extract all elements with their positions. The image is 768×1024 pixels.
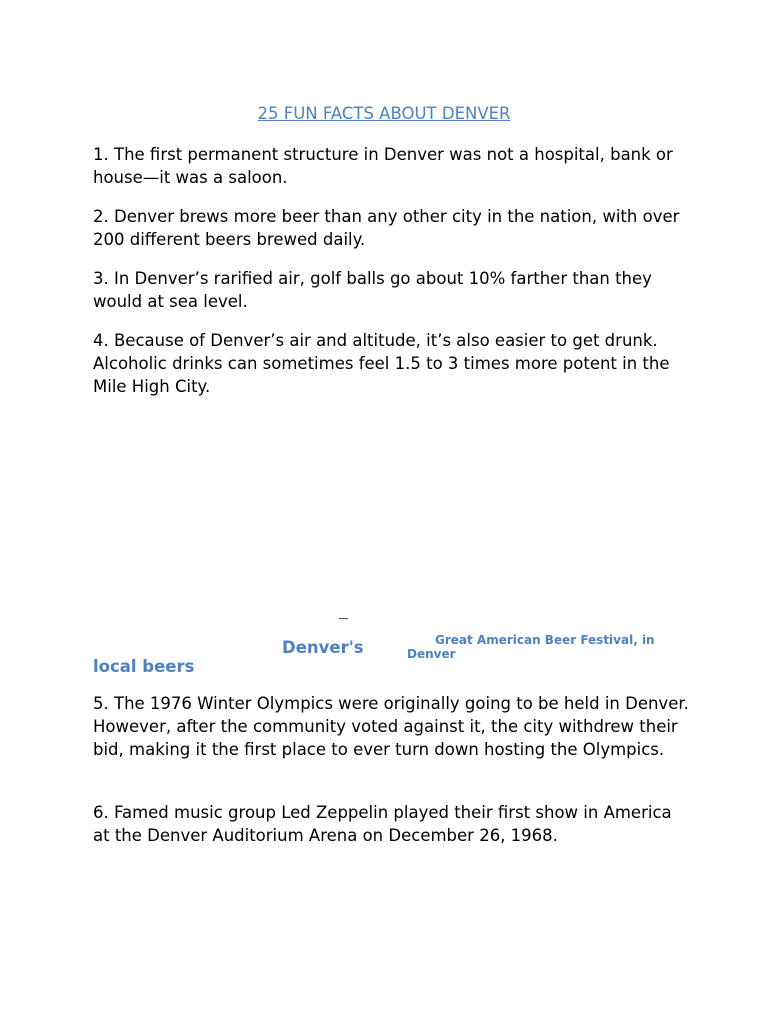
fact-2: 2. Denver brews more beer than any other city in the nation, with over 200 different beers brewed daily. xyxy=(93,207,680,249)
fact-5: 5. The 1976 Winter Olympics were originally going to be held in Denver. However, after the community voted against it, the city withdrew their bid, making it the first place to ever turn down hosting the Olympics. xyxy=(93,694,689,759)
document-title: 25 FUN FACTS ABOUT DENVER xyxy=(257,104,511,123)
fact-6: 6. Famed music group Led Zeppelin played their first show in America at the Denver Auditorium Arena on December 26, 1968. xyxy=(93,803,672,845)
fact-1: 1. The first permanent structure in Denver was not a hospital, bank or house—it was a saloon. xyxy=(93,145,673,187)
image-placeholder-mark xyxy=(339,618,348,619)
fact-3: 3. In Denver’s rarified air, golf balls go about 10% farther than they would at sea level. xyxy=(93,269,652,311)
fact-4: 4. Because of Denver’s air and altitude, it’s also easier to get drunk. Alcoholic drinks can sometimes feel 1.5 to 3 times more potent in the Mile High City. xyxy=(93,331,670,396)
caption-festival-city: Denver xyxy=(407,647,456,661)
caption-festival: Great American Beer Festival, in xyxy=(435,633,655,647)
caption-local-beers: local beers xyxy=(93,657,195,676)
caption-denvers: Denver's xyxy=(282,638,364,657)
